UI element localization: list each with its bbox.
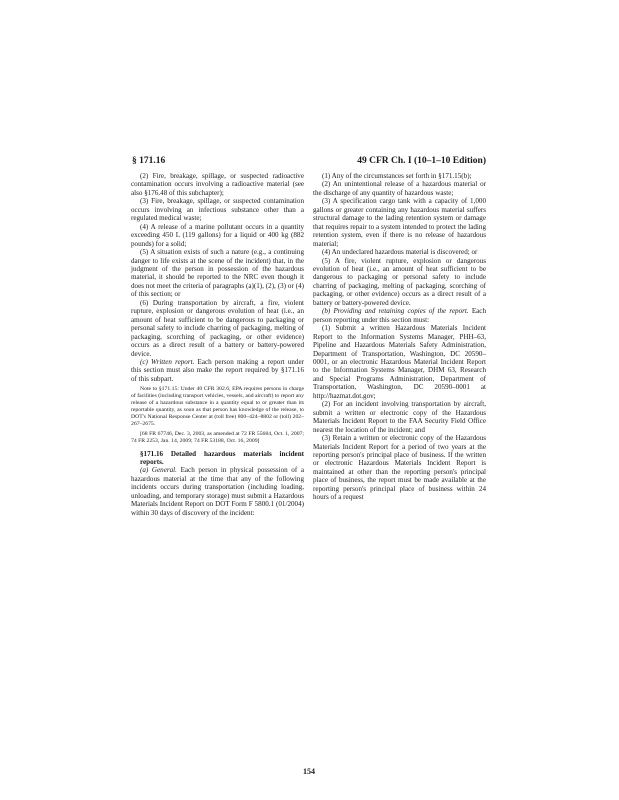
- paragraph: (2) An unintentional release of a hazardous material or the discharge of any quantity of hazardous waste;: [313, 180, 486, 197]
- paragraph-heading: (a) General.: [140, 466, 177, 475]
- paragraph-text: Each person in physical possession of a hazardous material at the time that any of the following incidents occurs during transportation (including loading, unloading, and temporary storage) must submit a Hazardous Materials Incident Report on DOT Form F 5800.1 (01/2004) within 30 days of discovery of the incident:: [131, 466, 304, 517]
- paragraph: (5) A fire, violent rupture, explosion or dangerous evolution of heat (i.e., an amount of heat sufficient to be dangerous to packaging or personal safety to include charring of packaging, melting of packaging, scorching of packaging, or other evidence) occurs as a direct result of a battery or battery-powered device.: [313, 256, 486, 307]
- citation: [68 FR 67746, Dec. 3, 2003, as amended at 72 FR 55684, Oct. 1, 2007; 74 FR 2253, Jan. 14, 2009; 74 FR 53188, Oct. 16, 2009]: [131, 430, 304, 444]
- paragraph: (3) Retain a written or electronic copy of the Hazardous Materials Incident Report for a period of two years at the reporting person's principal place of business. If the written or electronic Hazardous Materials Incident Report is maintained at other than the reporting person's principal place of business, the report must be made available at the reporting person's principal place of business within 24 hours of a request: [313, 434, 486, 502]
- right-column: [313, 172, 486, 502]
- paragraph: (4) An undeclared hazardous material is discovered; or: [322, 248, 478, 257]
- paragraph: (3) Fire, breakage, spillage, or suspected contamination occurs involving an infectious substance other than a regulated medical waste;: [131, 197, 304, 223]
- section-title: §171.16 Detailed hazardous materials incident reports.: [140, 449, 304, 467]
- paragraph-text: Each person making a report under this section must also make the report required by §171.16 of this subpart.: [131, 357, 304, 383]
- paragraph: (5) A situation exists of such a nature (e.g., a continuing danger to life exists at the scene of the incident) that, in the judgment of the person in possession of the hazardous material, it should be reported to the NRC even though it does not meet the criteria of paragraphs (a)(1), (2), (3) or (4) of this section; or: [131, 248, 304, 299]
- paragraph: (2) For an incident involving transportation by aircraft, submit a written or electronic copy of the Hazardous Materials Incident Report to the FAA Security Field Office nearest the location of the incident; and: [313, 400, 486, 434]
- paragraph-heading: (c) Written report.: [140, 357, 195, 366]
- cfr-title: 49 CFR Ch. I (10–1–10 Edition): [357, 156, 486, 166]
- paragraph: [131, 466, 304, 517]
- note: Note to §171.15: Under 40 CFR 302.6, EPA requires persons in charge of facilities (including transport vehicles, vessels, and aircraft) to report any release of a hazardous substance in a quantity equal to or greater than its reportable quantity, as soon as that person has knowledge of the release, to DOT's National Response Center at (toll free) 800–424–8802 or (toll) 202–267–2675.: [131, 386, 304, 427]
- paragraph-heading: (b) Providing and retaining copies of the report.: [322, 307, 469, 316]
- paragraph: (6) During transportation by aircraft, a fire, violent rupture, explosion or dangerous evolution of heat (i.e., an amount of heat sufficient to be dangerous to packaging or personal safety to include charring of packaging, melting of packaging, scorching of packaging, or other evidence) occurs as a direct result of a battery or battery-powered device.: [131, 298, 304, 358]
- page-number: 154: [303, 767, 315, 776]
- section-number: § 171.16: [132, 156, 166, 166]
- paragraph: (2) Fire, breakage, spillage, or suspected radioactive contamination occurs involving a radioactive material (see also §176.48 of this subchapter);: [131, 172, 304, 197]
- left-column: [131, 172, 304, 517]
- paragraph: [131, 358, 304, 383]
- paragraph-text: Each person reporting under this section must:: [313, 307, 486, 324]
- paragraph: (1) Submit a written Hazardous Materials Incident Report to the Information Systems Manager, PHH–63, Pipeline and Hazardous Materials Safety Administration, Department of Transportation, Washington, DC 20590–0001, or an electronic Hazardous Material Incident Report to the Information Systems Manager, DHM 63, Research and Special Programs Administration, Department of Transportation, Washington, DC 20590–0001 at http://hazmat.dot.gov;: [313, 324, 486, 400]
- paragraph: (3) A specification cargo tank with a capacity of 1,000 gallons or greater containing any hazardous material suffers structural damage to the lading retention system or damage that requires repair to a system intended to protect the lading retention system, even if there is no release of hazardous material;: [313, 197, 486, 248]
- paragraph: (1) Any of the circumstances set forth in §171.15(b);: [322, 172, 472, 180]
- paragraph: (4) A release of a marine pollutant occurs in a quantity exceeding 450 L (119 gallons) for a liquid or 400 kg (882 pounds) for a solid;: [131, 222, 304, 248]
- running-header: [132, 156, 486, 169]
- paragraph: [313, 307, 486, 324]
